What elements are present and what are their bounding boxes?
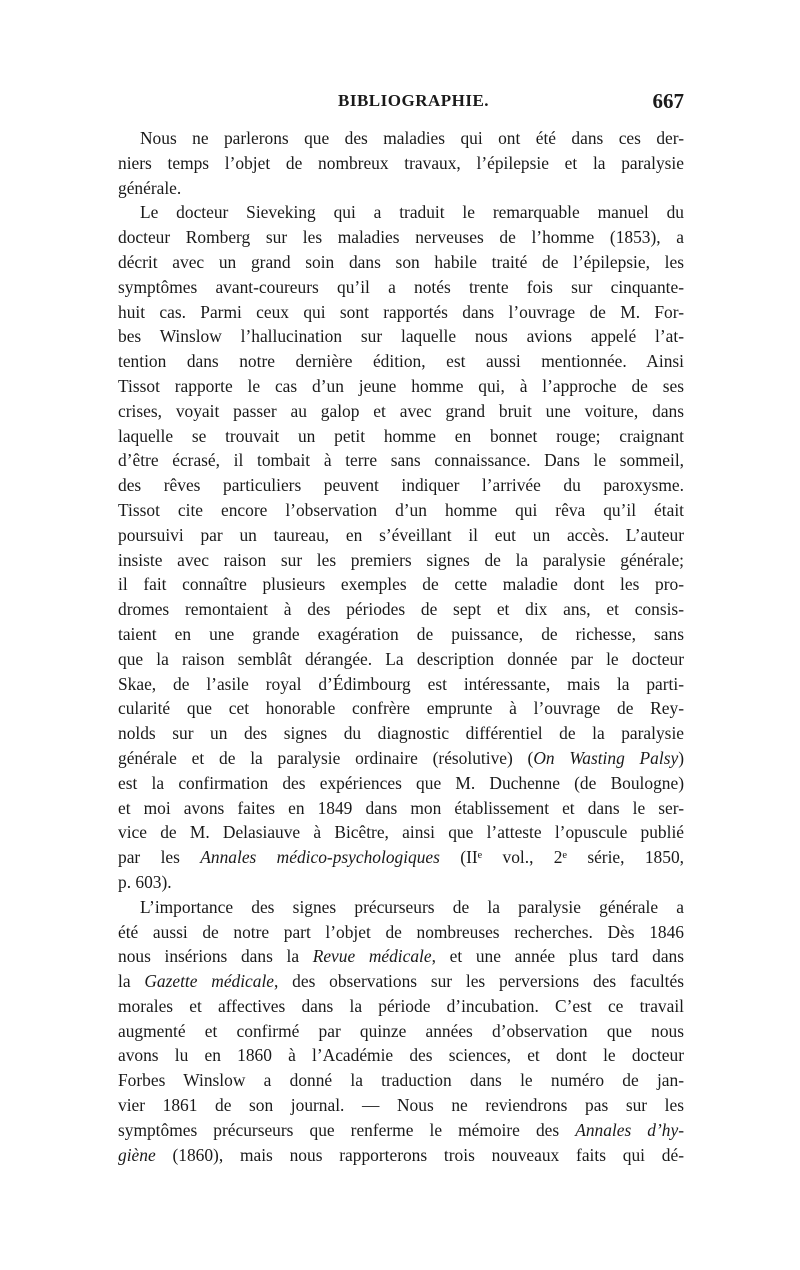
text-line: Forbes Winslow a donné la traduction dans le numéro de jan- (118, 1070, 684, 1091)
text-line: tention dans notre dernière édition, est aussi mentionnée. Ainsi (118, 351, 684, 372)
italic-title: giène (118, 1144, 156, 1165)
text-span: ) (678, 747, 684, 768)
text-span: , et une année plus tard dans (431, 946, 685, 967)
italic-title: Gazette médicale (144, 971, 275, 992)
text-line: il fait connaître plusieurs exemples de cette maladie dont les pro- (118, 574, 684, 595)
text-line: symptômes avant-coureurs qu’il a notés trente fois sur cinquante- (118, 276, 684, 297)
text-span: par les (118, 847, 201, 868)
text-line: augmenté et confirmé par quinze années d’observation que nous (118, 1020, 684, 1041)
text-line (118, 944, 684, 969)
italic-title: Annales médico-psychologiques (200, 847, 440, 868)
text-line: morales et affectives dans la période d’incubation. C’est ce travail (118, 995, 684, 1016)
text-line: décrit avec un grand soin dans son habile traité de l’épilepsie, les (118, 251, 684, 272)
text-span: la (118, 971, 145, 992)
text-line: taient en une grande exagération de puissance, de richesse, sans (118, 623, 684, 644)
text-span: générale et de la paralysie ordinaire (résolutive) ( (118, 747, 534, 768)
text-line: Skae, de l’asile royal d’Édimbourg est intéressante, mais la parti- (118, 673, 684, 694)
text-span: symptômes précurseurs que renferme le mémoire des (118, 1119, 576, 1140)
text-line: que la raison semblât dérangée. La description donnée par le docteur (118, 648, 684, 669)
text-line: bes Winslow l’hallucination sur laquelle nous avions appelé l’at- (118, 326, 684, 347)
text-line: d’être écrasé, il tombait à terre sans connaissance. Dans le sommeil, (118, 450, 684, 471)
text-line: huit cas. Parmi ceux qui sont rapportés dans l’ouvrage de M. For- (118, 301, 684, 322)
text-line (118, 845, 684, 870)
text-line: L’importance des signes précurseurs de la paralysie générale a (140, 896, 684, 917)
italic-title: Annales d’hy- (575, 1119, 684, 1140)
text-line: des rêves particuliers peuvent indiquer l’arrivée du paroxysme. (118, 475, 684, 496)
text-line: poursuivi par un taureau, en s’éveillant il eut un accès. L’auteur (118, 524, 684, 545)
text-line: dromes remontaient à des périodes de sept et dix ans, et consis- (118, 599, 684, 620)
text-line: est la confirmation des expériences que M. Duchenne (de Boulogne) (118, 772, 684, 793)
text-line: générale. (118, 177, 182, 198)
text-line: Tissot rapporte le cas d’un jeune homme qui, à l’approche de ses (118, 375, 684, 396)
text-line: avons lu en 1860 à l’Académie des sciences, et dont le docteur (118, 1045, 684, 1066)
text-line (118, 746, 684, 771)
text-line: crises, voyait passer au galop et avec grand bruit une voiture, dans (118, 400, 684, 421)
text-line (118, 1143, 684, 1168)
body-text (118, 126, 684, 1167)
text-line: nolds sur un des signes du diagnostic différentiel de la paralysie (118, 723, 684, 744)
text-line: été aussi de notre part l’objet de nombreuses recherches. Dès 1846 (118, 921, 684, 942)
text-span: nous insérions dans la (118, 946, 313, 967)
italic-title: On Wasting Palsy (533, 747, 679, 768)
text-line: cularité que cet honorable confrère emprunte à l’ouvrage de Rey- (118, 698, 684, 719)
text-line: laquelle se trouvait un petit homme en bonnet rouge; craignant (118, 425, 684, 446)
text-span: (1860), mais nous rapporterons trois nouveaux faits qui dé- (155, 1144, 684, 1165)
running-title: BIBLIOGRAPHIE. (338, 91, 490, 110)
text-line: Nous ne parlerons que des maladies qui ont été dans ces der- (140, 128, 684, 148)
running-head (118, 91, 684, 115)
text-line: Le docteur Sieveking qui a traduit le remarquable manuel du (140, 202, 684, 223)
text-line: vier 1861 de son journal. — Nous ne reviendrons pas sur les (118, 1095, 684, 1116)
text-line (118, 969, 684, 994)
text-line (118, 1118, 684, 1143)
text-line: niers temps l’objet de nombreux travaux, l’épilepsie et la paralysie (118, 152, 684, 173)
page-number: 667 (652, 89, 684, 113)
text-line: vice de M. Delasiauve à Bicêtre, ainsi que l’atteste l’opuscule publié (118, 822, 684, 843)
text-line: p. 603). (118, 871, 172, 892)
text-line: Tissot cite encore l’observation d’un homme qui rêva qu’il était (118, 499, 684, 520)
text-span: , des observations sur les perversions des facultés (274, 971, 684, 992)
text-line: docteur Romberg sur les maladies nerveuses de l’homme (1853), a (118, 227, 684, 248)
italic-title: Revue médicale (312, 946, 432, 967)
text-line: et moi avons faites en 1849 dans mon établissement et dans le ser- (118, 797, 684, 818)
text-span: (IIᵉ vol., 2ᵉ série, 1850, (439, 847, 684, 868)
text-line: insiste avec raison sur les premiers signes de la paralysie générale; (118, 549, 684, 570)
